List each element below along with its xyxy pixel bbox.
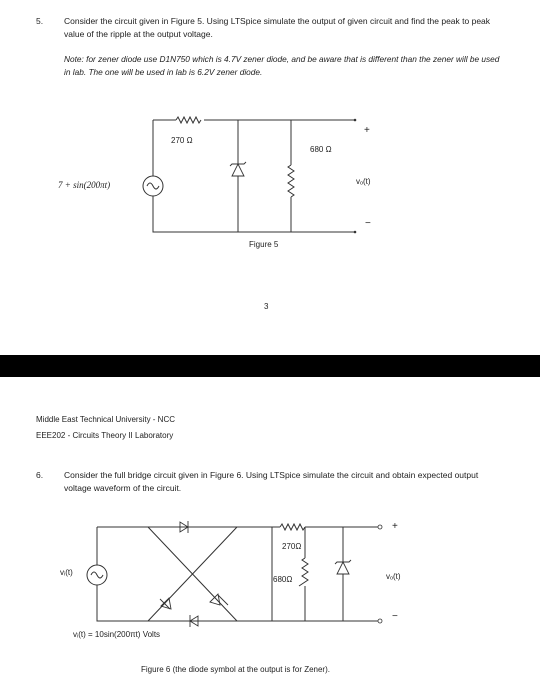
fig6-label-680: 680Ω [273, 575, 293, 584]
fig6-diode-cross-left-icon [160, 598, 171, 609]
fig5-source-label: 7 + sin(200πt) [58, 180, 111, 190]
fig6-outer-wire [97, 527, 272, 621]
fig5-label-680: 680 Ω [310, 145, 332, 154]
fig5-minus: − [365, 218, 371, 229]
fig5-label-270: 270 Ω [171, 136, 193, 145]
question-6-number: 6. [36, 470, 44, 480]
fig6-plus: + [392, 521, 398, 532]
figure-5-caption: Figure 5 [249, 240, 279, 249]
fig6-label-270: 270Ω [282, 542, 302, 551]
fig5-plus: + [364, 125, 370, 136]
fig6-input-label: vᵢ(t) [60, 568, 73, 577]
fig6-output-label: vₒ(t) [386, 572, 401, 581]
question-5-text: Consider the circuit given in Figure 5. Using LTSpice simulate the output of given circuit and find the peak to peak value of the ripple at the output voltage. [64, 16, 491, 39]
figure-6-caption: Figure 6 (the diode symbol at the output is for Zener). [141, 665, 330, 674]
fig6-zener-diode-icon [335, 560, 351, 574]
fig6-terminal-top [378, 525, 382, 529]
university-header: Middle East Technical University - NCC [36, 415, 176, 424]
question-5-number: 5. [36, 16, 44, 26]
fig6-terminal-bottom [378, 619, 382, 623]
fig6-minus: − [392, 611, 398, 622]
fig6-equation: vᵢ(t) = 10sin(200πt) Volts [73, 630, 161, 639]
fig6-bridge-cross [148, 527, 237, 621]
course-header: EEE202 - Circuits Theory II Laboratory [36, 431, 174, 440]
question-6-text: Consider the full bridge circuit given in Figure 6. Using LTSpice simulate the circuit and obtain expected output voltage waveform of the circuit. [64, 470, 479, 493]
fig5-output-label: vₒ(t) [356, 177, 371, 186]
question-5-note: Note: for zener diode use D1N750 which is 4.7V zener diode, and be aware that is different than the zener will be used in lab. The one will be used in lab is 6.2V zener diode. [64, 54, 500, 77]
fig6-resistor-680-icon [299, 558, 308, 586]
page-number: 3 [264, 302, 269, 311]
fig6-resistor-270-icon [280, 524, 305, 530]
